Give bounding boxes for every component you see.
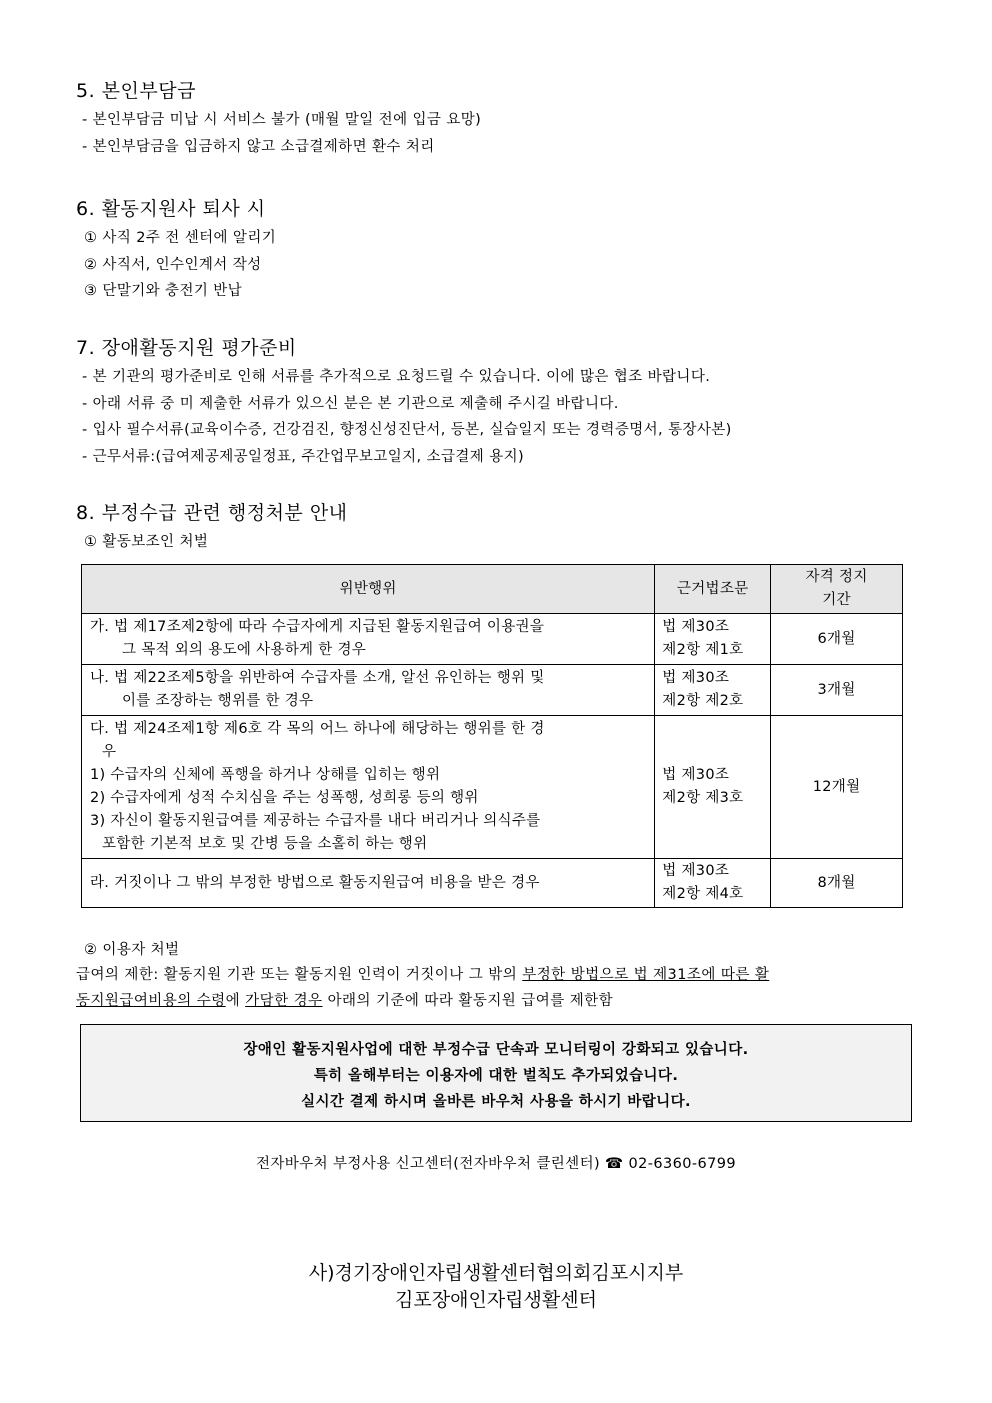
table-row [82, 859, 903, 908]
period-cell: 12개월 [771, 716, 903, 859]
violation-table [81, 564, 903, 908]
header-period: 자격 정지 기간 [771, 565, 903, 614]
section-5-item: - 본인부담금 미납 시 서비스 불가 (매월 말일 전에 입금 요망) [82, 112, 482, 128]
section-5-heading: 5. 본인부담금 [76, 80, 196, 102]
organization-name: 사)경기장애인자립생활센터협의회김포시지부 [308, 1262, 684, 1284]
section-6-item: ② 사직서, 인수인계서 작성 [84, 257, 262, 273]
law-cell: 법 제30조 제2항 제3호 [655, 716, 771, 859]
law-cell: 법 제30조 제2항 제1호 [655, 614, 771, 665]
sub-heading-user-penalty: ② 이용자 처벌 [84, 942, 180, 958]
law-cell: 법 제30조 제2항 제4호 [655, 859, 771, 908]
section-6-item: ① 사직 2주 전 센터에 알리기 [84, 230, 277, 246]
period-cell: 6개월 [771, 614, 903, 665]
table-row [82, 665, 903, 716]
violation-cell: 가. 법 제17조제2항에 따라 수급자에게 지급된 활동지원급여 이용권을 그 목적 외의 용도에 사용하게 한 경우 [82, 614, 655, 665]
table-row [82, 716, 903, 859]
header-violation: 위반행위 [82, 565, 655, 614]
table-header-row [82, 565, 903, 614]
period-cell: 8개월 [771, 859, 903, 908]
section-6-item: ③ 단말기와 충전기 반납 [84, 283, 243, 299]
section-7-heading: 7. 장애활동지원 평가준비 [76, 337, 297, 359]
section-6-heading: 6. 활동지원사 퇴사 시 [76, 198, 266, 220]
sub-heading-worker-penalty: ① 활동보조인 처벌 [84, 534, 209, 550]
section-7-item: - 입사 필수서류(교육이수증, 건강검진, 향정신성진단서, 등본, 실습일지 또는 경력증명서, 통장사본) [82, 422, 732, 438]
notice-box: 장애인 활동지원사업에 대한 부정수급 단속과 모니터링이 강화되고 있습니다. 특히 올해부터는 이용자에 대한 벌칙도 추가되었습니다. 실시간 결제 하시며 올바른 바우처 사용을 하시기 바랍니다. [80, 1024, 912, 1122]
header-law: 근거법조문 [655, 565, 771, 614]
section-7-item: - 본 기관의 평가준비로 인해 서류를 추가적으로 요청드릴 수 있습니다. 이에 많은 협조 바랍니다. [82, 369, 711, 385]
section-8-heading: 8. 부정수급 관련 행정처분 안내 [76, 502, 348, 524]
law-cell: 법 제30조 제2항 제2호 [655, 665, 771, 716]
violation-cell: 나. 법 제22조제5항을 위반하여 수급자를 소개, 알선 유인하는 행위 및 이를 조장하는 행위를 한 경우 [82, 665, 655, 716]
section-7-item: - 아래 서류 중 미 제출한 서류가 있으신 분은 본 기관으로 제출해 주시길 바랍니다. [82, 396, 619, 412]
section-5-item: - 본인부담금을 입금하지 않고 소급결제하면 환수 처리 [82, 139, 435, 155]
period-cell: 3개월 [771, 665, 903, 716]
violation-cell: 다. 법 제24조제1항 제6호 각 목의 어느 하나에 해당하는 행위를 한 경 우 1) 수급자의 신체에 폭행을 하거나 상해를 입히는 행위 2) 수급자에게 성적 수치심을 주는 성폭행, 성희롱 등의 행위 3) 자신이 활동지원급여를 제공하는 수급자를 내다 버리거나 의식주를 포함한 기본적 보호 및 간병 등을 소홀히 하는 행위 [82, 716, 655, 859]
section-7-item: - 근무서류:(급여제공제공일정표, 주간업무보고일지, 소급결제 용지) [82, 449, 525, 465]
violation-cell: 라. 거짓이나 그 밖의 부정한 방법으로 활동지원급여 비용을 받은 경우 [82, 859, 655, 908]
table-row [82, 614, 903, 665]
report-center-line: 전자바우처 부정사용 신고센터(전자바우처 클린센터) ☎ 02-6360-6799 [255, 1156, 737, 1172]
user-penalty-paragraph: 급여의 제한: 활동지원 기관 또는 활동지원 인력이 거짓이나 그 밖의 부정한 방법으로 법 제31조에 따른 활 동지원급여비용의 수령에 가담한 경우 아래의 기준에 따라 활동지원 급여를 제한함 [76, 967, 770, 1009]
center-name: 김포장애인자립생활센터 [395, 1289, 597, 1311]
